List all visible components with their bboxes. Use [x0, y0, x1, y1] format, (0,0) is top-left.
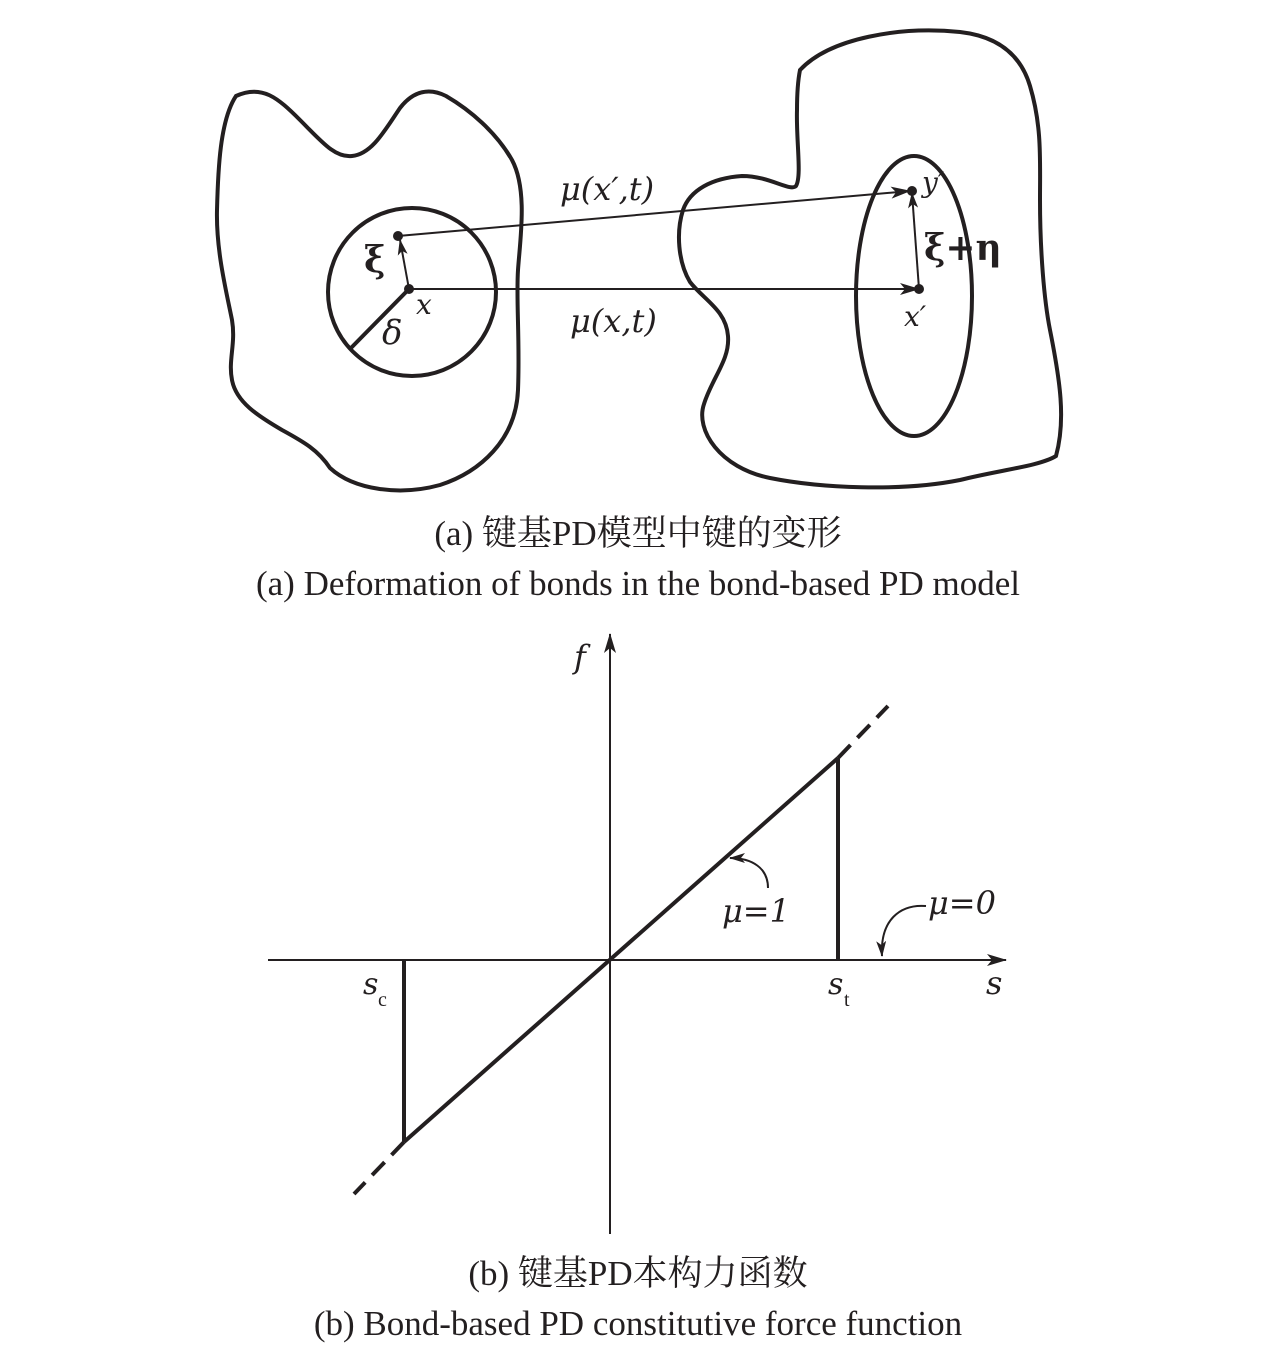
panel-b-chart: [268, 634, 1006, 1234]
bond-arrow: [400, 240, 409, 289]
label-f-axis: f: [574, 638, 586, 676]
point-y-prime: [907, 186, 917, 196]
point-x-prime: [914, 284, 924, 294]
point-x-end: [393, 231, 403, 241]
label-horizon: δ: [382, 313, 403, 353]
point-x: [404, 284, 414, 294]
label-mu-zero: μ=0: [928, 884, 996, 922]
label-point-x-prime: x′: [904, 300, 927, 333]
label-deformed-bond: ξ+η: [924, 227, 1002, 269]
label-s-c-sub: c: [378, 989, 387, 1011]
deformed-horizon-ellipse: [856, 156, 972, 436]
label-disp-point: μ(x,t): [570, 302, 657, 340]
label-s-c: s: [363, 967, 379, 1002]
caption-b-en: (b) Bond-based PD constitutive force function: [313, 1304, 963, 1343]
label-bond: ξ: [364, 239, 386, 281]
force-line-dash-upper: [838, 706, 888, 758]
panel-a-diagram: [217, 31, 1061, 491]
label-mu-one: μ=1: [722, 892, 790, 930]
deformed-bond-arrow: [912, 193, 919, 289]
caption-a-cn: (a) 键基PD模型中键的变形: [434, 514, 842, 553]
label-disp-bond: μ(x′,t): [560, 170, 655, 208]
left-body-outline: [217, 92, 522, 491]
mu-zero-pointer: [882, 906, 926, 956]
label-point-x: x: [416, 288, 432, 321]
force-line-solid: [404, 758, 838, 1142]
label-point-y-prime: y′: [922, 166, 945, 199]
label-s-axis: s: [986, 964, 1003, 1002]
label-s-t-sub: t: [844, 989, 850, 1011]
mu-one-pointer: [730, 858, 768, 888]
caption-a-en: (a) Deformation of bonds in the bond-based PD model: [255, 564, 1020, 603]
right-body-outline: [679, 31, 1061, 488]
caption-b-cn: (b) 键基PD本构力函数: [468, 1254, 808, 1293]
force-line-dash-lower: [354, 1142, 404, 1194]
label-s-t: s: [828, 967, 844, 1002]
